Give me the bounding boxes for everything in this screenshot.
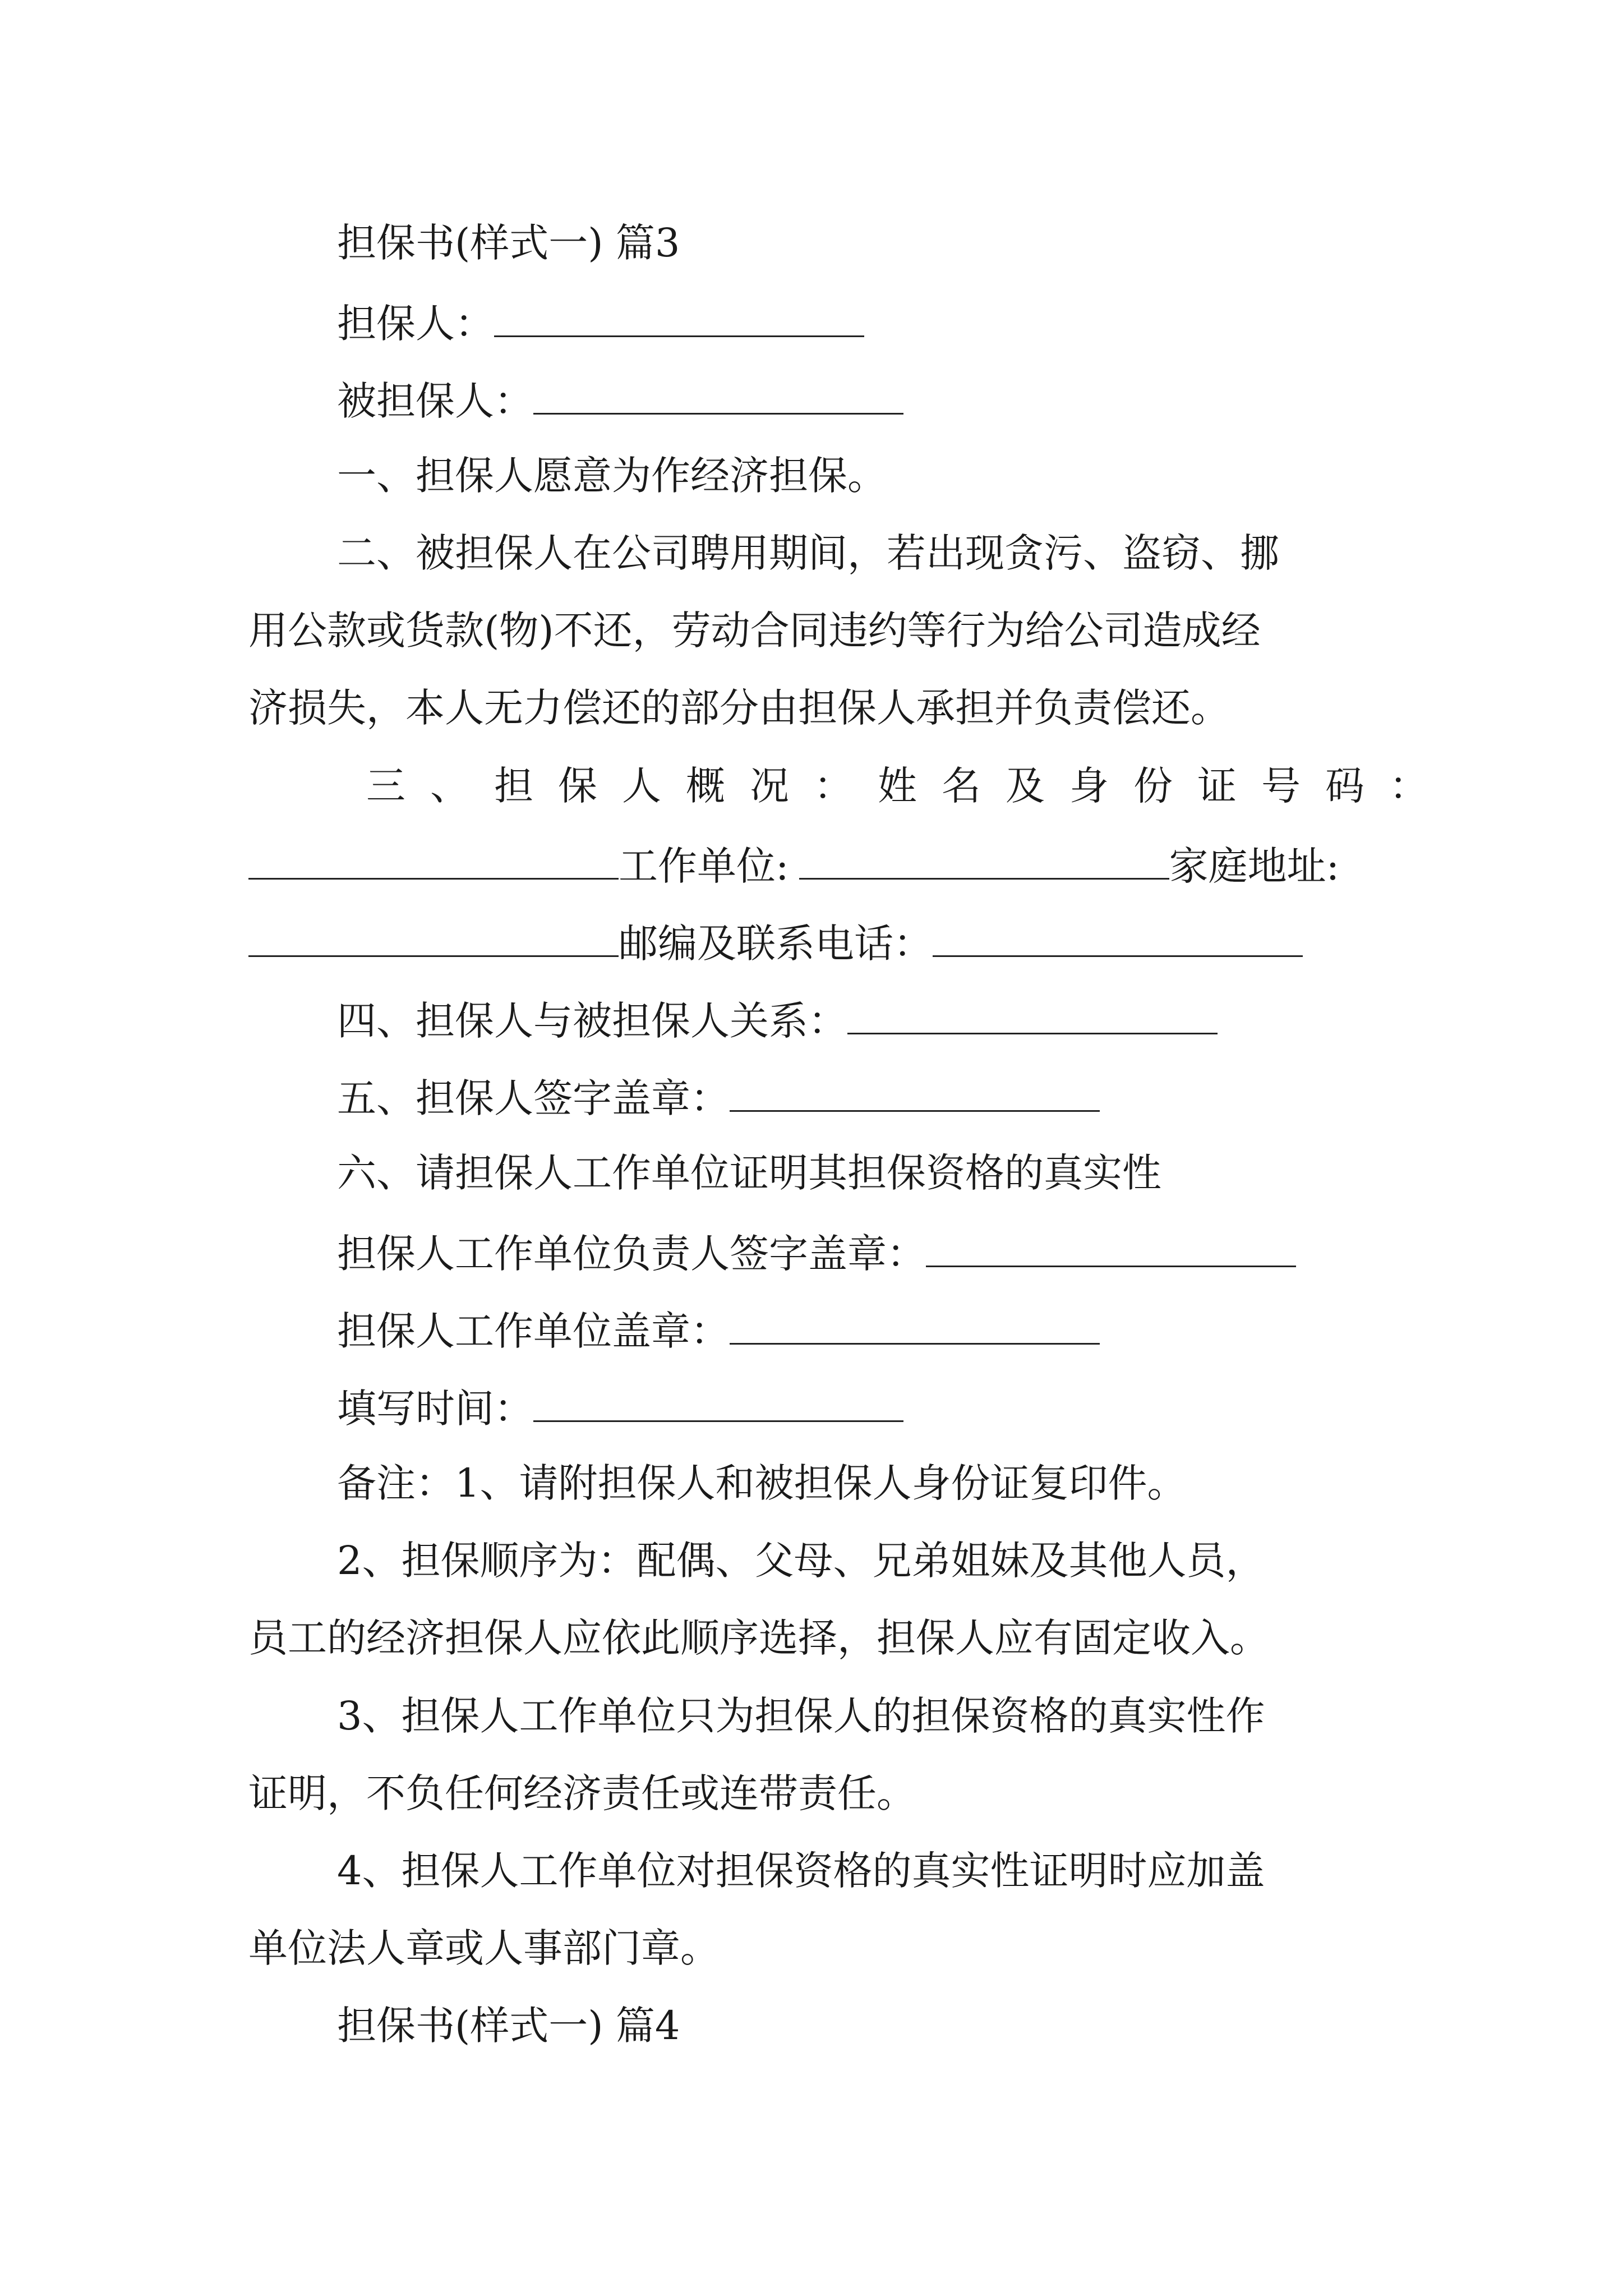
clause-4: 四、担保人与被担保人关系： [337, 996, 1218, 1041]
relationship-blank[interactable] [847, 996, 1218, 1034]
unit-seal-blank[interactable] [730, 1306, 1100, 1345]
work-unit-blank[interactable] [799, 841, 1169, 880]
note-4-line-2: 单位法人章或人事部门章。 [248, 1925, 720, 1971]
note-3-line-1: 3、担保人工作单位只为担保人的担保资格的真实性作 [337, 1693, 1265, 1739]
id-number-blank[interactable] [248, 841, 619, 880]
clause-3-line-1 [248, 763, 1453, 809]
note-3-line-2: 证明，不负任何经济责任或连带责任。 [248, 1770, 916, 1816]
section-heading: 担保书(样式一) 篇3 [337, 220, 680, 266]
guarantor-signature-blank[interactable] [730, 1073, 1100, 1112]
section-heading-next: 担保书(样式一) 篇4 [337, 2003, 680, 2049]
clause-2-line-1: 二、被担保人在公司聘用期间，若出现贪污、盗窃、挪 [337, 530, 1279, 576]
clause-3-line-2: 工作单位: 家庭地址: [248, 841, 1339, 886]
clause-3-heading: 三、担保人概况：姓名及身份证号码： [366, 763, 1453, 809]
guaranteed-field: 被担保人： [337, 376, 903, 421]
guarantor-blank[interactable] [494, 298, 864, 337]
clause-2-line-3: 济损失，本人无力偿还的部分由担保人承担并负责偿还。 [248, 685, 1230, 731]
guarantor-field: 担保人： [337, 298, 864, 343]
unit-seal-field: 担保人工作单位盖章： [337, 1306, 1100, 1351]
clause-6: 六、请担保人工作单位证明其担保资格的真实性 [337, 1150, 1161, 1196]
fill-date-blank[interactable] [533, 1383, 903, 1422]
clause-5: 五、担保人签字盖章： [337, 1073, 1100, 1118]
unit-leader-signature-field: 担保人工作单位负责人签字盖章： [337, 1228, 1296, 1273]
note-4-line-1: 4、担保人工作单位对担保资格的真实性证明时应加盖 [337, 1848, 1265, 1894]
note-2-line-1: 2、担保顺序为：配偶、父母、兄弟姐妹及其他人员， [337, 1538, 1265, 1584]
postcode-phone-blank[interactable] [933, 918, 1303, 957]
clause-1: 一、担保人愿意为作经济担保。 [337, 453, 887, 499]
clause-3-line-3: 邮编及联系电话： [248, 918, 1303, 963]
note-2-line-2: 员工的经济担保人应依此顺序选择，担保人应有固定收入。 [248, 1615, 1269, 1661]
clause-2-line-2: 用公款或货款(物)不还，劳动合同违约等行为给公司造成经 [248, 608, 1261, 654]
note-1: 备注：1、请附担保人和被担保人身份证复印件。 [337, 1460, 1187, 1506]
guaranteed-blank[interactable] [533, 376, 903, 415]
home-address-blank[interactable] [248, 918, 619, 957]
unit-leader-signature-blank[interactable] [926, 1228, 1296, 1267]
fill-date-field: 填写时间： [337, 1383, 903, 1428]
